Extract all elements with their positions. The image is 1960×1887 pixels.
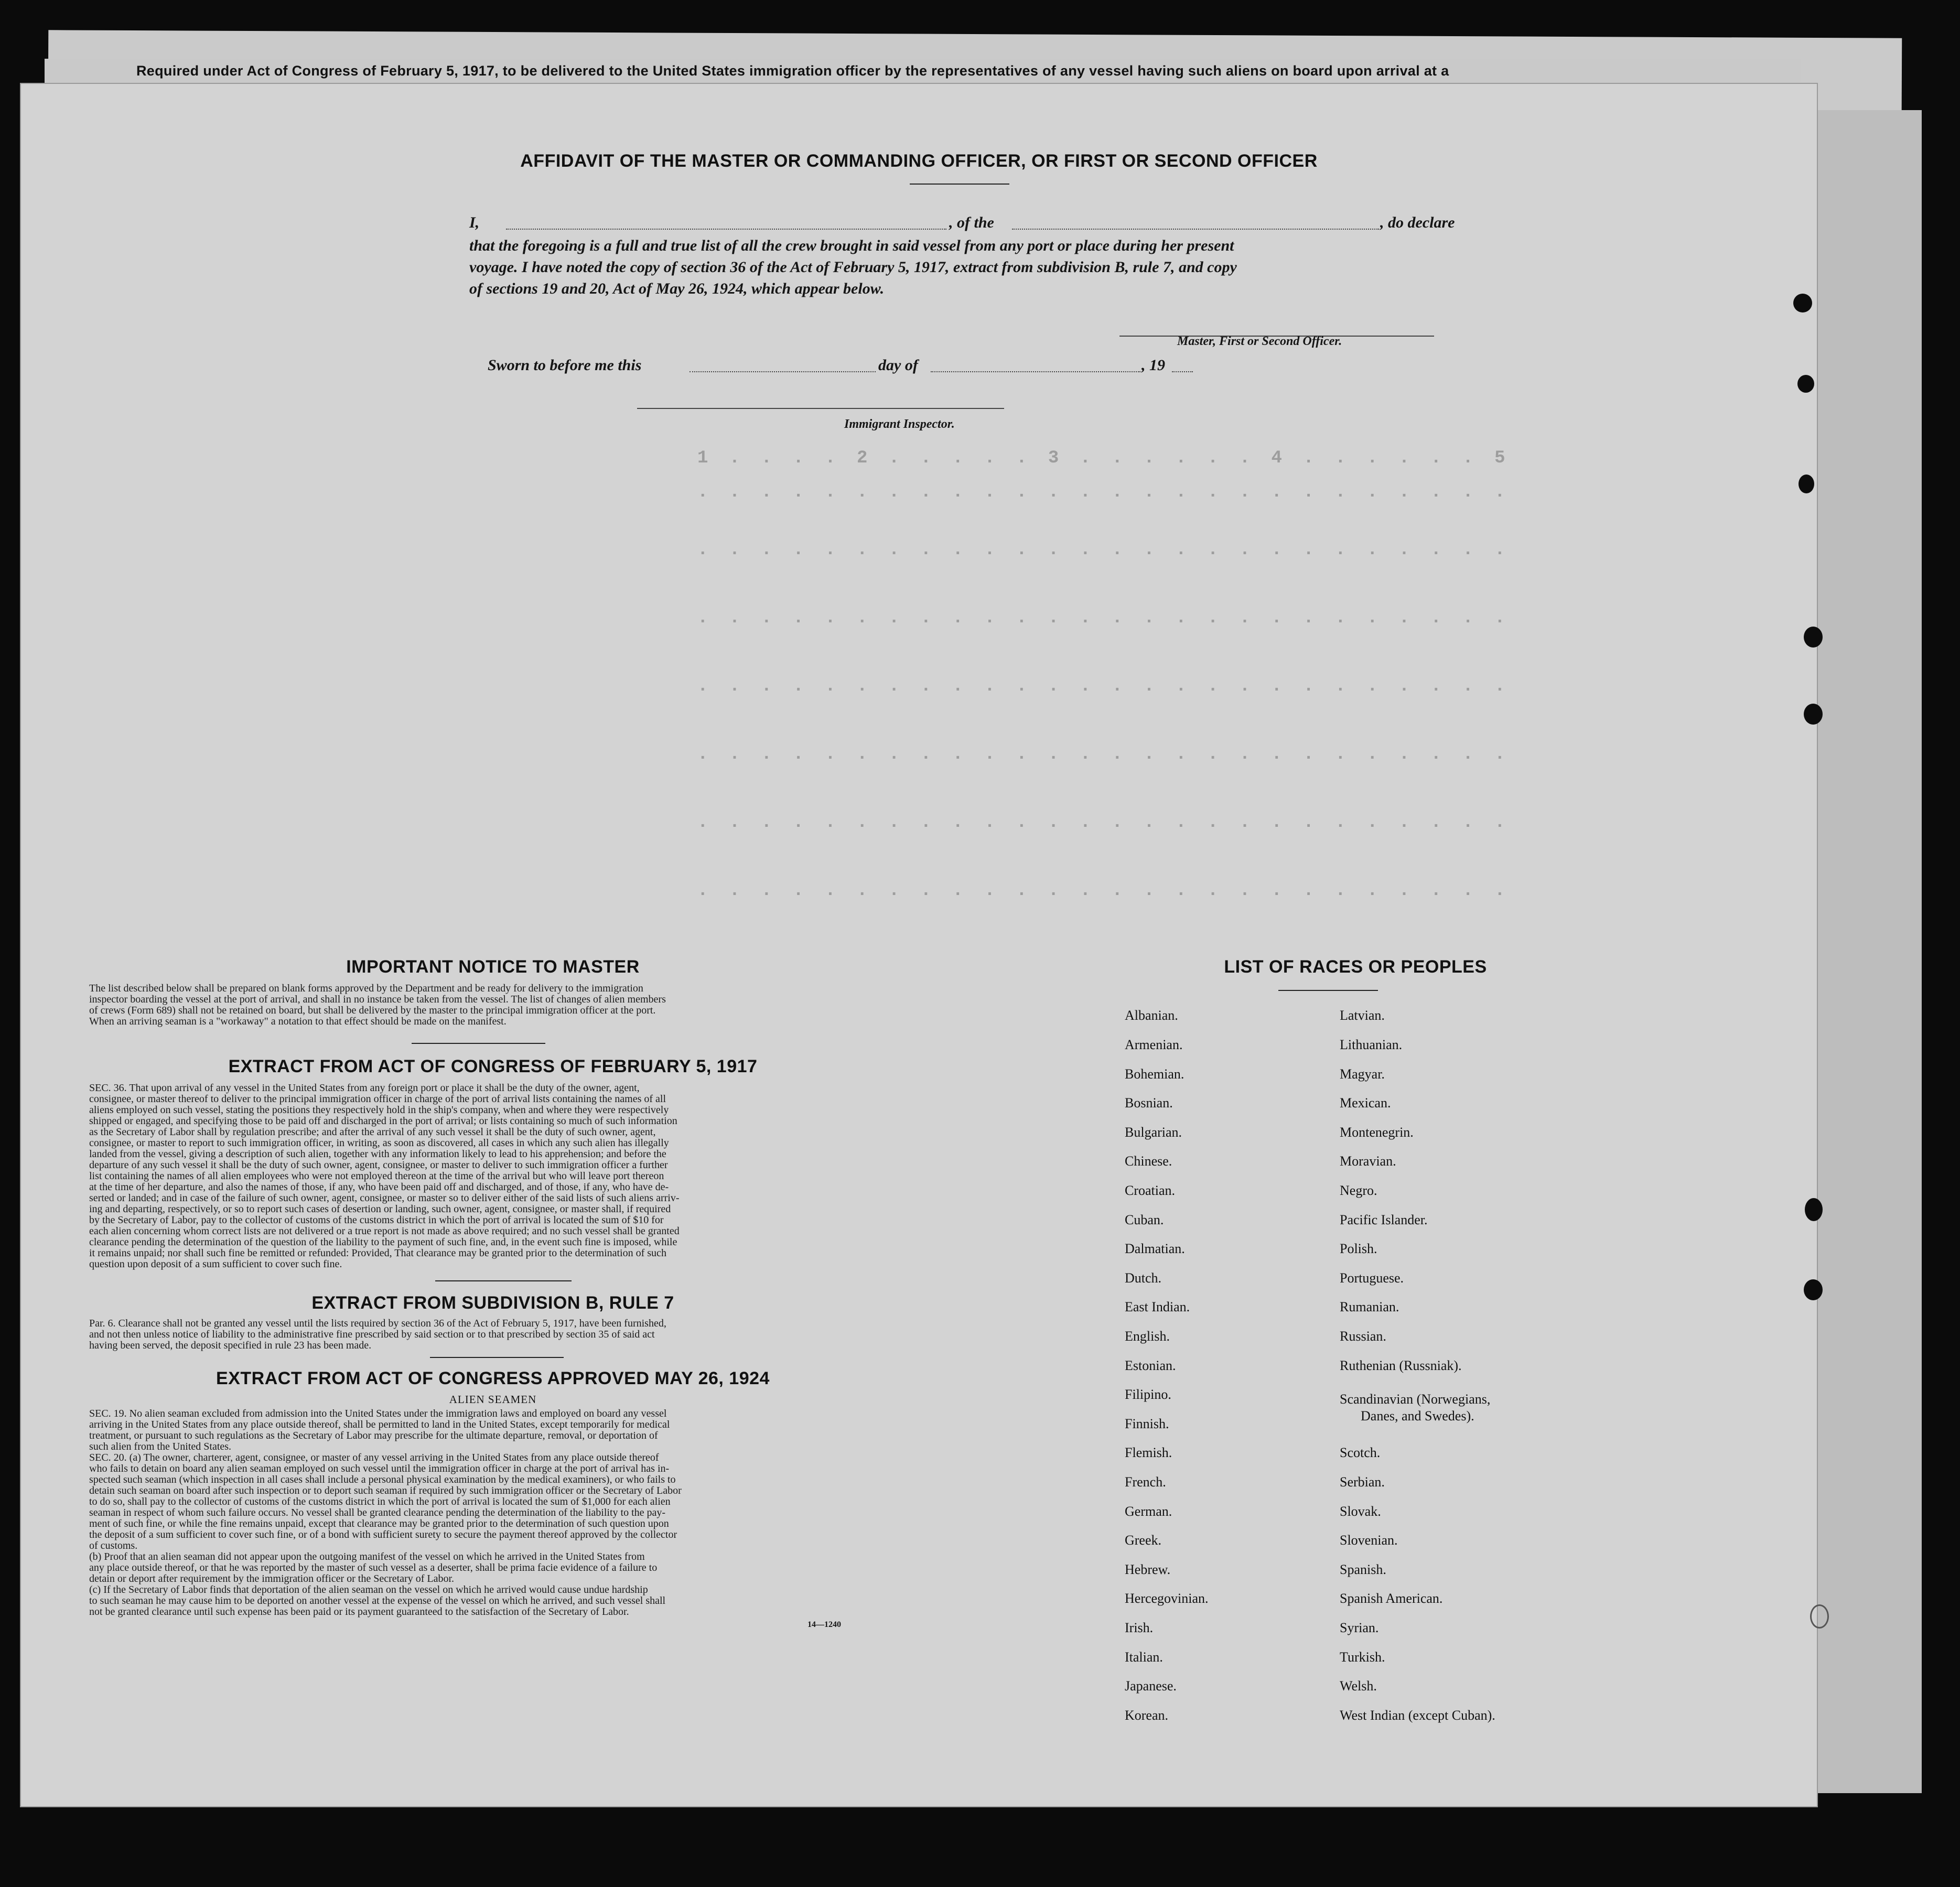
bleed-through-row: . . . . . . . . . . . . . . . . . . . . . . . . . . <box>697 608 1511 628</box>
race-item: Pacific Islander. <box>1340 1212 1428 1227</box>
extract-line: SEC. 19. No alien seaman excluded from admission into the United States under the immigration laws and employed on board any vessel <box>89 1408 667 1419</box>
alien-seamen-subtitle: ALIEN SEAMEN <box>449 1393 537 1406</box>
extract-line: consignee, or master thereof to deliver to the principal immigration officer in charge of the port of arrival lists containing the names of all <box>89 1093 666 1105</box>
race-item: Danes, and Swedes). <box>1361 1408 1474 1424</box>
race-item: French. <box>1125 1474 1166 1490</box>
officer-name-field[interactable] <box>506 229 946 230</box>
race-item: Italian. <box>1125 1649 1163 1665</box>
extract-line: treatment, or pursuant to such regulations as the Secretary of Labor may prescribe for the ultimate departure, removal, or deportation of <box>89 1430 658 1441</box>
race-item: Polish. <box>1340 1241 1377 1256</box>
race-item: Estonian. <box>1125 1358 1176 1373</box>
extract-line: list containing the names of all alien employees who were not employed thereon at the time of the arrival but who will leave port thereon <box>89 1170 664 1182</box>
affidavit-declare-label: , do declare <box>1380 214 1455 231</box>
race-item: Flemish. <box>1125 1445 1172 1460</box>
race-item: Rumanian. <box>1340 1299 1399 1314</box>
divider <box>910 184 1009 185</box>
extract-1924-title: EXTRACT FROM ACT OF CONGRESS APPROVED MAY 26, 1924 <box>216 1368 770 1388</box>
race-item: Turkish. <box>1340 1649 1385 1665</box>
extract-line: aliens employed on such vessel, stating the positions they respectively hold in the ship's company, when and where they were respectively <box>89 1104 669 1116</box>
notice-section <box>89 957 897 977</box>
affidavit-of-the-label: , of the <box>949 214 994 231</box>
race-item: Hercegovinian. <box>1125 1591 1209 1606</box>
race-item: Magyar. <box>1340 1066 1385 1082</box>
race-item: Montenegrin. <box>1340 1125 1414 1140</box>
extract-line: seaman in respect of whom such failure occurs. No vessel shall be granted clearance pending the determination of the liability to the pay- <box>89 1507 666 1518</box>
race-item: Finnish. <box>1125 1416 1169 1431</box>
extract-line: landed from the vessel, giving a description of such alien, together with any information likely to lead to his apprehension; and before the <box>89 1148 666 1160</box>
extract-line: departure of any such vessel it shall be the duty of such owner, agent, consignee, or master to deliver to such immigration officer a further <box>89 1159 668 1171</box>
extract-1917-title: EXTRACT FROM ACT OF CONGRESS OF FEBRUARY 5, 1917 <box>228 1056 758 1076</box>
affidavit-line-4: of sections 19 and 20, Act of May 26, 1924, which appear below. <box>469 280 885 297</box>
extract-line: arriving in the United States from any place outside thereof, shall be permitted to land in the United States, except temporarily for medical <box>89 1419 670 1430</box>
race-item: Moravian. <box>1340 1153 1396 1169</box>
race-item: Welsh. <box>1340 1678 1377 1694</box>
master-signature-label: Master, First or Second Officer. <box>1177 335 1342 348</box>
notice-line: The list described below shall be prepared on blank forms approved by the Department and be ready for delivery to the immigration <box>89 983 643 994</box>
sworn-label: Sworn to before me this <box>488 357 642 374</box>
extract-line: spected such seaman (which inspection in all cases shall include a personal physical examination by the medical examiners), or who fails to <box>89 1474 676 1485</box>
affidavit-title: AFFIDAVIT OF THE MASTER OR COMMANDING OFFICER, OR FIRST OR SECOND OFFICER <box>520 151 1318 171</box>
race-item: Greek. <box>1125 1533 1162 1548</box>
divider <box>435 1280 572 1281</box>
race-item: Croatian. <box>1125 1183 1176 1198</box>
notice-text <box>89 983 897 1027</box>
punch-hole <box>1805 1198 1823 1221</box>
race-item: Scotch. <box>1340 1445 1381 1460</box>
extract-line: consignee, or master to report to such immigration officer, in writing, as soon as discovered, all cases in which any such alien has illegally <box>89 1137 669 1149</box>
extract-1924-section <box>89 1368 897 1389</box>
form-number: 14—1240 <box>807 1620 841 1629</box>
extract-line: such alien from the United States. <box>89 1441 232 1452</box>
punch-hole <box>1797 375 1814 393</box>
extract-line: by the Secretary of Labor, pay to the collector of customs of the customs district in which the port of arrival is located the sum of $10 for <box>89 1214 664 1226</box>
extract-line: to such seaman he may cause him to be deported on another vessel at the expense of the vessel on which he arrived, and such vessel shall <box>89 1595 666 1606</box>
year-label: , 19 <box>1141 357 1165 374</box>
bleed-through-row: . . . . . . . . . . . . . . . . . . . . . . . . . . <box>697 745 1511 764</box>
punch-hole <box>1804 704 1823 725</box>
extract-line: detain or deport after requirement by the immigration officer or the Secretary of Labor. <box>89 1573 455 1584</box>
race-item: English. <box>1125 1329 1170 1344</box>
notice-title: IMPORTANT NOTICE TO MASTER <box>346 957 640 977</box>
race-item: Chinese. <box>1125 1153 1172 1169</box>
extract-line: clearance pending the determination of the question of the liability to the payment of such fine, and, in the event such fine is imposed, while <box>89 1236 677 1248</box>
race-item: Ruthenian (Russniak). <box>1340 1358 1462 1373</box>
extract-line: ment of such fine, or while the fine remains unpaid, except that clearance may be granted prior to the determination of such question upon <box>89 1518 669 1529</box>
right-page-edge <box>1817 110 1922 1793</box>
extract-rule7-text <box>89 1318 897 1351</box>
race-item: Filipino. <box>1125 1387 1171 1402</box>
extract-line: any place outside thereof, or that he was reported by the master of such vessel as a deserter, shall be prima facie evidence of a failure to <box>89 1562 658 1573</box>
extract-line: of customs. <box>89 1540 138 1551</box>
race-item: Slovak. <box>1340 1504 1381 1519</box>
race-item: Bohemian. <box>1125 1066 1184 1082</box>
sworn-year-field[interactable] <box>1172 371 1193 372</box>
sworn-month-field[interactable] <box>931 371 1140 372</box>
extract-line: serted or landed; and in case of the failure of such owner, agent, consignee, or master so to deliver either of the said lists of such aliens arriv- <box>89 1192 680 1204</box>
race-item: Dalmatian. <box>1125 1241 1185 1256</box>
race-item: Japanese. <box>1125 1678 1177 1694</box>
race-item: Spanish American. <box>1340 1591 1443 1606</box>
race-item: West Indian (except Cuban). <box>1340 1708 1495 1723</box>
affidavit-line-3: voyage. I have noted the copy of section 36 of the Act of February 5, 1917, extract from subdivision B, rule 7, and copy <box>469 258 1237 276</box>
extract-line: not be granted clearance until such expense has been paid or its payment guaranteed to the satisfaction of the Secretary of Labor. <box>89 1606 629 1618</box>
race-item: Albanian. <box>1125 1008 1178 1023</box>
extract-1917-section <box>89 1056 897 1077</box>
inspector-label: Immigrant Inspector. <box>844 417 955 431</box>
race-item: Korean. <box>1125 1708 1169 1723</box>
extract-line: at the time of her departure, and also the names of those, if any, who have been paid off and discharged, and of those, if any, who have de- <box>89 1181 669 1193</box>
extract-line: question upon deposit of a sum sufficient to cover such fine. <box>89 1258 342 1270</box>
top-strip <box>45 59 1801 85</box>
race-item: Latvian. <box>1340 1008 1385 1023</box>
divider <box>1278 990 1378 991</box>
race-item: Dutch. <box>1125 1270 1162 1286</box>
vessel-name-field[interactable] <box>1012 229 1379 230</box>
day-of-label: day of <box>878 357 918 374</box>
race-item: Portuguese. <box>1340 1270 1404 1286</box>
extract-line: to do so, shall pay to the collector of customs of the customs district in which the port of arrival is located the sum of $1,000 for each alien <box>89 1496 671 1507</box>
punch-hole <box>1804 1279 1823 1300</box>
race-item: Lithuanian. <box>1340 1037 1403 1052</box>
bleed-through-row: . . . . . . . . . . . . . . . . . . . . . . . . . . <box>697 676 1511 696</box>
manifest-sheet <box>21 84 1817 1806</box>
race-item: Irish. <box>1125 1620 1154 1635</box>
extract-line: detain such seaman on board after such inspection or to deport such seaman if required by such immigration officer or the Secretary of Labor <box>89 1485 682 1496</box>
extract-rule7-section <box>89 1293 897 1313</box>
notice-line: inspector boarding the vessel at the port of arrival, and shall in no instance be taken from the vessel. The list of changes of alien members <box>89 994 666 1005</box>
race-item: Serbian. <box>1340 1474 1385 1490</box>
inspector-signature-line[interactable] <box>637 408 1004 409</box>
bleed-through-row: . . . . . . . . . . . . . . . . . . . . . . . . . . <box>697 540 1511 560</box>
extract-line: (b) Proof that an alien seaman did not appear upon the outgoing manifest of the vessel on which he arrived in the United States from <box>89 1551 645 1562</box>
bleed-through-row: . . . . . . . . . . . . . . . . . . . . . . . . . . <box>697 881 1511 901</box>
race-item: Negro. <box>1340 1183 1377 1198</box>
extract-line: ing and departing, respectively, or so to report such cases of desertion or landing, such owner, agent, consignee, or master shall, if required <box>89 1203 671 1215</box>
extract-1924-text <box>89 1408 897 1618</box>
extract-line: SEC. 20. (a) The owner, charterer, agent, consignee, or master of any vessel arriving in the United States from any place outside thereof <box>89 1452 659 1463</box>
affidavit-i-label: I, <box>469 214 480 231</box>
bleed-through-row: . . . . . . . . . . . . . . . . . . . . . . . . . . <box>697 813 1511 833</box>
extract-line: (c) If the Secretary of Labor finds that deportation of the alien seaman on the vessel on which he arrived would cause undue hardship <box>89 1584 648 1595</box>
race-item: Slovenian. <box>1340 1533 1398 1548</box>
notice-line: When an arriving seaman is a "workaway" a notation to that effect should be made on the manifest. <box>89 1016 507 1027</box>
extract-line: each alien concerning whom correct lists are not delivered or a true report is not made as above required; and no such vessel shall be granted <box>89 1225 680 1237</box>
divider <box>430 1357 564 1358</box>
race-item: Russian. <box>1340 1329 1386 1344</box>
extract-line: SEC. 36. That upon arrival of any vessel in the United States from any foreign port or place it shall be the duty of the owner, agent, <box>89 1082 640 1094</box>
sworn-day-field[interactable] <box>690 371 876 372</box>
race-item: Spanish. <box>1340 1562 1386 1577</box>
extract-rule7-title: EXTRACT FROM SUBDIVISION B, RULE 7 <box>311 1293 674 1313</box>
extract-line: it remains unpaid; nor shall such fine be remitted or refunded: Provided, That clearance may be granted prior to the determination of such <box>89 1247 666 1259</box>
extract-line: who fails to detain on board any alien seaman employed on such vessel until the immigration officer in charge at the port of arrival has in- <box>89 1463 670 1474</box>
race-item: Bosnian. <box>1125 1095 1173 1110</box>
race-item: Bulgarian. <box>1125 1125 1182 1140</box>
race-item: Armenian. <box>1125 1037 1183 1052</box>
extract-line: as the Secretary of Labor shall by regulation prescribe; and after the arrival of any such vessel it shall be the duty of such owner, agent, <box>89 1126 656 1138</box>
races-title: LIST OF RACES OR PEOPLES <box>1224 957 1487 977</box>
extract-line: and not then unless notice of liability to the administrative fine prescribed by said section or to that prescribed by section 35 of said act <box>89 1329 655 1340</box>
race-item: Mexican. <box>1340 1095 1391 1110</box>
race-item: Scandinavian (Norwegians, <box>1340 1392 1491 1407</box>
top-strip-text: Required under Act of Congress of February 5, 1917, to be delivered to the United States immigration officer by the representatives of any vessel having such aliens on board upon arrival at a <box>136 63 1449 79</box>
race-item: German. <box>1125 1504 1172 1519</box>
affidavit-line-2: that the foregoing is a full and true list of all the crew brought in said vessel from any port or place during her present <box>469 237 1234 254</box>
notice-line: of crews (Form 689) shall not be retained on board, but shall be delivered by the master to the principal immigration officer at the port. <box>89 1005 656 1016</box>
races-section <box>1135 957 1576 977</box>
extract-1917-text <box>89 1083 897 1270</box>
punch-hole <box>1799 475 1814 493</box>
punch-hole <box>1793 294 1812 312</box>
affidavit-section <box>21 151 1817 171</box>
extract-line: the deposit of a sum sufficient to cover such fine, or of a bond with sufficient surety to secure the payment thereof approved by the collector <box>89 1529 677 1540</box>
extract-line: Par. 6. Clearance shall not be granted any vessel until the lists required by section 36 of the Act of February 5, 1917, have been furnished, <box>89 1318 666 1329</box>
race-item: East Indian. <box>1125 1299 1190 1314</box>
race-item: Hebrew. <box>1125 1562 1171 1577</box>
punch-hole <box>1810 1604 1829 1629</box>
divider <box>412 1043 545 1044</box>
bleed-through-row: 1 . . . . 2 . . . . . 3 . . . . . . 4 . . . . . . 5 <box>697 448 1511 468</box>
extract-line: shipped or engaged, and specifying those to be paid off and discharged in the port of arrival; or lists containing so much of such information <box>89 1115 677 1127</box>
race-item: Syrian. <box>1340 1620 1379 1635</box>
punch-hole <box>1804 627 1823 648</box>
bleed-through-row: . . . . . . . . . . . . . . . . . . . . . . . . . . <box>697 482 1511 502</box>
race-item: Cuban. <box>1125 1212 1164 1227</box>
extract-line: having been served, the deposit specified in rule 23 has been made. <box>89 1340 372 1351</box>
